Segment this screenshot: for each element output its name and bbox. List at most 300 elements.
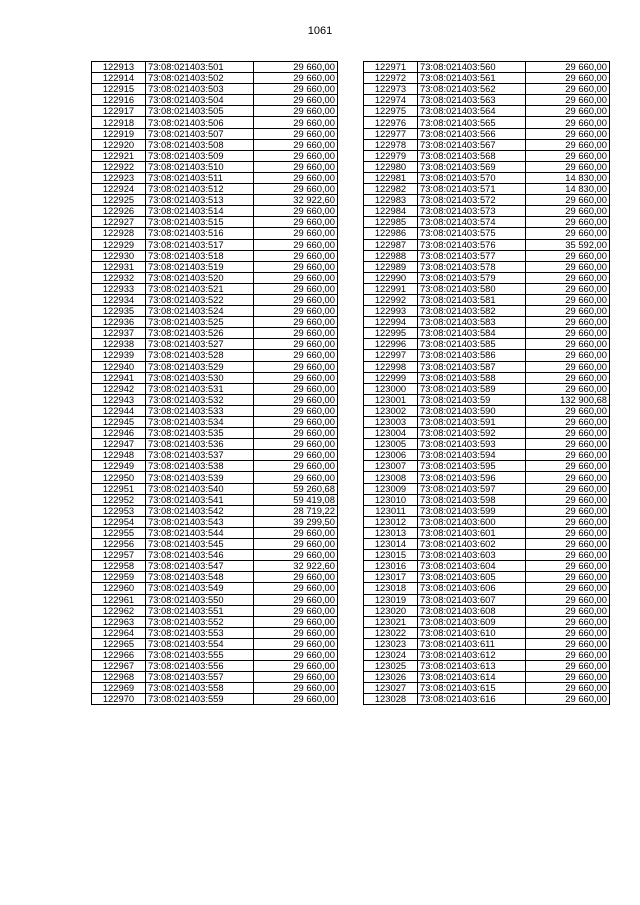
row-number: 122948 — [92, 450, 146, 461]
cadastral-number: 73:08:021403:579 — [418, 272, 526, 283]
cadastral-value: 29 660,00 — [254, 328, 338, 339]
cadastral-value: 14 830,00 — [526, 184, 610, 195]
table-row — [92, 62, 338, 73]
table-row — [92, 117, 338, 128]
row-number: 122994 — [364, 317, 418, 328]
cadastral-value: 29 660,00 — [254, 239, 338, 250]
table-row — [92, 483, 338, 494]
table-row — [92, 461, 338, 472]
cadastral-value: 29 660,00 — [526, 483, 610, 494]
row-number: 122924 — [92, 184, 146, 195]
cadastral-number: 73:08:021403:520 — [146, 272, 254, 283]
cadastral-number: 73:08:021403:574 — [418, 217, 526, 228]
cadastral-value: 29 660,00 — [526, 106, 610, 117]
row-number: 122965 — [92, 638, 146, 649]
table-row — [364, 461, 610, 472]
cadastral-number: 73:08:021403:513 — [146, 195, 254, 206]
table-row — [364, 339, 610, 350]
cadastral-number: 73:08:021403:516 — [146, 228, 254, 239]
row-number: 122990 — [364, 272, 418, 283]
cadastral-number: 73:08:021403:558 — [146, 683, 254, 694]
table-row — [92, 572, 338, 583]
table-row — [364, 261, 610, 272]
table-row — [92, 350, 338, 361]
table-row — [92, 616, 338, 627]
cadastral-number: 73:08:021403:607 — [418, 594, 526, 605]
cadastral-number: 73:08:021403:545 — [146, 539, 254, 550]
cadastral-number: 73:08:021403:575 — [418, 228, 526, 239]
table-row — [92, 239, 338, 250]
cadastral-value: 14 830,00 — [526, 172, 610, 183]
row-number: 122988 — [364, 250, 418, 261]
row-number: 122995 — [364, 328, 418, 339]
row-number: 122970 — [92, 694, 146, 705]
cadastral-value: 29 660,00 — [526, 649, 610, 660]
cadastral-value: 29 660,00 — [526, 195, 610, 206]
table-row — [92, 405, 338, 416]
table-row — [364, 106, 610, 117]
cadastral-number: 73:08:021403:616 — [418, 694, 526, 705]
row-number: 122928 — [92, 228, 146, 239]
cadastral-number: 73:08:021403:539 — [146, 472, 254, 483]
cadastral-number: 73:08:021403:593 — [418, 439, 526, 450]
table-row — [92, 317, 338, 328]
cadastral-value: 29 660,00 — [254, 283, 338, 294]
row-number: 122974 — [364, 95, 418, 106]
cadastral-number: 73:08:021403:596 — [418, 472, 526, 483]
cadastral-number: 73:08:021403:606 — [418, 583, 526, 594]
table-row — [364, 150, 610, 161]
cadastral-number: 73:08:021403:608 — [418, 605, 526, 616]
cadastral-value: 29 660,00 — [254, 317, 338, 328]
cadastral-value: 29 660,00 — [254, 694, 338, 705]
cadastral-value: 29 660,00 — [526, 516, 610, 527]
cadastral-value: 29 660,00 — [526, 84, 610, 95]
table-row — [92, 594, 338, 605]
cadastral-number: 73:08:021403:569 — [418, 161, 526, 172]
row-number: 123021 — [364, 616, 418, 627]
row-number: 122926 — [92, 206, 146, 217]
cadastral-number: 73:08:021403:551 — [146, 605, 254, 616]
row-number: 122947 — [92, 439, 146, 450]
row-number: 122927 — [92, 217, 146, 228]
cadastral-value: 29 660,00 — [526, 627, 610, 638]
row-number: 122969 — [92, 683, 146, 694]
row-number: 123004 — [364, 428, 418, 439]
row-number: 123009 — [364, 483, 418, 494]
row-number: 122984 — [364, 206, 418, 217]
row-number: 122931 — [92, 261, 146, 272]
cadastral-value: 29 660,00 — [254, 649, 338, 660]
register-table-left — [91, 61, 338, 705]
cadastral-number: 73:08:021403:565 — [418, 117, 526, 128]
cadastral-number: 73:08:021403:599 — [418, 505, 526, 516]
table-row — [92, 217, 338, 228]
row-number: 123000 — [364, 383, 418, 394]
cadastral-value: 29 660,00 — [254, 117, 338, 128]
cadastral-number: 73:08:021403:526 — [146, 328, 254, 339]
table-row — [92, 250, 338, 261]
cadastral-number: 73:08:021403:548 — [146, 572, 254, 583]
table-row — [364, 394, 610, 405]
cadastral-number: 73:08:021403:605 — [418, 572, 526, 583]
row-number: 122938 — [92, 339, 146, 350]
cadastral-value: 29 660,00 — [526, 294, 610, 305]
table-row — [364, 428, 610, 439]
row-number: 122930 — [92, 250, 146, 261]
row-number: 123027 — [364, 683, 418, 694]
page-number: 1061 — [307, 25, 333, 37]
cadastral-number: 73:08:021403:564 — [418, 106, 526, 117]
row-number: 123001 — [364, 394, 418, 405]
table-row — [92, 672, 338, 683]
table-row — [364, 583, 610, 594]
table-row — [92, 383, 338, 394]
table-row — [364, 572, 610, 583]
row-number: 122918 — [92, 117, 146, 128]
row-number: 123026 — [364, 672, 418, 683]
table-row — [92, 450, 338, 461]
table-row — [364, 317, 610, 328]
cadastral-number: 73:08:021403:532 — [146, 394, 254, 405]
table-row — [364, 649, 610, 660]
cadastral-number: 73:08:021403:560 — [418, 62, 526, 73]
cadastral-value: 29 660,00 — [254, 527, 338, 538]
cadastral-number: 73:08:021403:534 — [146, 417, 254, 428]
cadastral-number: 73:08:021403:535 — [146, 428, 254, 439]
table-row — [92, 139, 338, 150]
table-row — [92, 73, 338, 84]
cadastral-value: 29 660,00 — [254, 383, 338, 394]
row-number: 122923 — [92, 172, 146, 183]
cadastral-value: 29 660,00 — [254, 128, 338, 139]
row-number: 122943 — [92, 394, 146, 405]
table-row — [364, 405, 610, 416]
table-row — [364, 638, 610, 649]
cadastral-number: 73:08:021403:604 — [418, 561, 526, 572]
row-number: 122933 — [92, 283, 146, 294]
table-row — [364, 516, 610, 527]
row-number: 122916 — [92, 95, 146, 106]
cadastral-value: 29 660,00 — [526, 317, 610, 328]
cadastral-number: 73:08:021403:517 — [146, 239, 254, 250]
cadastral-value: 29 660,00 — [526, 527, 610, 538]
cadastral-number: 73:08:021403:589 — [418, 383, 526, 394]
cadastral-number: 73:08:021403:525 — [146, 317, 254, 328]
cadastral-value: 29 660,00 — [526, 283, 610, 294]
cadastral-value: 29 660,00 — [526, 228, 610, 239]
row-number: 122975 — [364, 106, 418, 117]
row-number: 123014 — [364, 539, 418, 550]
cadastral-value: 29 660,00 — [254, 461, 338, 472]
cadastral-value: 29 660,00 — [254, 550, 338, 561]
row-number: 122939 — [92, 350, 146, 361]
table-row — [364, 206, 610, 217]
cadastral-value: 29 660,00 — [254, 539, 338, 550]
row-number: 122978 — [364, 139, 418, 150]
cadastral-value: 29 660,00 — [254, 261, 338, 272]
cadastral-number: 73:08:021403:521 — [146, 283, 254, 294]
cadastral-value: 29 660,00 — [254, 417, 338, 428]
row-number: 123010 — [364, 494, 418, 505]
row-number: 122955 — [92, 527, 146, 538]
cadastral-value: 29 660,00 — [254, 583, 338, 594]
table-row — [364, 605, 610, 616]
table-row — [92, 84, 338, 95]
cadastral-value: 29 660,00 — [254, 150, 338, 161]
cadastral-value: 29 660,00 — [526, 350, 610, 361]
cadastral-number: 73:08:021403:519 — [146, 261, 254, 272]
table-row — [92, 439, 338, 450]
cadastral-value: 29 660,00 — [526, 505, 610, 516]
cadastral-number: 73:08:021403:584 — [418, 328, 526, 339]
cadastral-number: 73:08:021403:531 — [146, 383, 254, 394]
table-row — [364, 527, 610, 538]
table-row — [364, 439, 610, 450]
table-row — [92, 172, 338, 183]
cadastral-number: 73:08:021403:508 — [146, 139, 254, 150]
row-number: 122953 — [92, 505, 146, 516]
cadastral-number: 73:08:021403:524 — [146, 306, 254, 317]
table-row — [364, 283, 610, 294]
table-row — [364, 483, 610, 494]
row-number: 122982 — [364, 184, 418, 195]
cadastral-number: 73:08:021403:511 — [146, 172, 254, 183]
table-row — [92, 283, 338, 294]
row-number: 122958 — [92, 561, 146, 572]
cadastral-number: 73:08:021403:501 — [146, 62, 254, 73]
cadastral-value: 29 660,00 — [526, 572, 610, 583]
cadastral-number: 73:08:021403:504 — [146, 95, 254, 106]
cadastral-number: 73:08:021403:510 — [146, 161, 254, 172]
cadastral-number: 73:08:021403:544 — [146, 527, 254, 538]
table-row — [364, 417, 610, 428]
cadastral-value: 29 660,00 — [254, 572, 338, 583]
cadastral-number: 73:08:021403:522 — [146, 294, 254, 305]
table-row — [92, 184, 338, 195]
table-row — [92, 516, 338, 527]
cadastral-number: 73:08:021403:518 — [146, 250, 254, 261]
table-row — [92, 649, 338, 660]
table-row — [364, 539, 610, 550]
cadastral-number: 73:08:021403:570 — [418, 172, 526, 183]
table-row — [92, 638, 338, 649]
table-row — [92, 527, 338, 538]
cadastral-value: 29 660,00 — [526, 494, 610, 505]
cadastral-number: 73:08:021403:59 — [418, 394, 526, 405]
row-number: 122935 — [92, 306, 146, 317]
cadastral-value: 29 660,00 — [254, 95, 338, 106]
cadastral-value: 29 660,00 — [526, 439, 610, 450]
row-number: 122967 — [92, 661, 146, 672]
cadastral-number: 73:08:021403:541 — [146, 494, 254, 505]
table-row — [364, 694, 610, 705]
row-number: 123015 — [364, 550, 418, 561]
row-number: 122932 — [92, 272, 146, 283]
cadastral-number: 73:08:021403:567 — [418, 139, 526, 150]
cadastral-value: 29 660,00 — [254, 605, 338, 616]
row-number: 122951 — [92, 483, 146, 494]
cadastral-number: 73:08:021403:602 — [418, 539, 526, 550]
cadastral-number: 73:08:021403:582 — [418, 306, 526, 317]
cadastral-number: 73:08:021403:594 — [418, 450, 526, 461]
row-number: 123008 — [364, 472, 418, 483]
cadastral-value: 29 660,00 — [254, 250, 338, 261]
table-row — [364, 294, 610, 305]
row-number: 122922 — [92, 161, 146, 172]
cadastral-number: 73:08:021403:580 — [418, 283, 526, 294]
cadastral-number: 73:08:021403:592 — [418, 428, 526, 439]
row-number: 122920 — [92, 139, 146, 150]
cadastral-value: 29 660,00 — [526, 250, 610, 261]
cadastral-number: 73:08:021403:553 — [146, 627, 254, 638]
cadastral-value: 29 660,00 — [526, 638, 610, 649]
cadastral-value: 29 660,00 — [254, 106, 338, 117]
row-number: 123023 — [364, 638, 418, 649]
cadastral-value: 29 660,00 — [254, 428, 338, 439]
row-number: 122992 — [364, 294, 418, 305]
table-row — [364, 627, 610, 638]
table-row — [364, 594, 610, 605]
row-number: 123022 — [364, 627, 418, 638]
cadastral-number: 73:08:021403:515 — [146, 217, 254, 228]
row-number: 123028 — [364, 694, 418, 705]
cadastral-value: 32 922,60 — [254, 195, 338, 206]
register-table-right — [363, 61, 610, 705]
cadastral-number: 73:08:021403:550 — [146, 594, 254, 605]
row-number: 122919 — [92, 128, 146, 139]
cadastral-number: 73:08:021403:587 — [418, 361, 526, 372]
row-number: 122956 — [92, 539, 146, 550]
row-number: 122915 — [92, 84, 146, 95]
row-number: 122963 — [92, 616, 146, 627]
table-row — [92, 206, 338, 217]
cadastral-value: 29 660,00 — [254, 272, 338, 283]
cadastral-number: 73:08:021403:559 — [146, 694, 254, 705]
cadastral-value: 29 660,00 — [526, 450, 610, 461]
cadastral-number: 73:08:021403:609 — [418, 616, 526, 627]
row-number: 122971 — [364, 62, 418, 73]
cadastral-value: 29 660,00 — [526, 539, 610, 550]
table-row — [92, 583, 338, 594]
table-row — [92, 539, 338, 550]
cadastral-value: 29 660,00 — [254, 184, 338, 195]
row-number: 122989 — [364, 261, 418, 272]
row-number: 122964 — [92, 627, 146, 638]
cadastral-value: 29 660,00 — [254, 594, 338, 605]
table-row — [364, 117, 610, 128]
row-number: 122945 — [92, 417, 146, 428]
row-number: 122913 — [92, 62, 146, 73]
row-number: 122941 — [92, 372, 146, 383]
row-number: 123019 — [364, 594, 418, 605]
cadastral-value: 29 660,00 — [526, 383, 610, 394]
cadastral-number: 73:08:021403:583 — [418, 317, 526, 328]
row-number: 122986 — [364, 228, 418, 239]
table-row — [92, 128, 338, 139]
cadastral-value: 32 922,60 — [254, 561, 338, 572]
table-row — [92, 361, 338, 372]
cadastral-number: 73:08:021403:543 — [146, 516, 254, 527]
table-row — [92, 561, 338, 572]
cadastral-value: 59 260,68 — [254, 483, 338, 494]
cadastral-number: 73:08:021403:512 — [146, 184, 254, 195]
row-number: 122934 — [92, 294, 146, 305]
table-row — [364, 616, 610, 627]
cadastral-number: 73:08:021403:611 — [418, 638, 526, 649]
cadastral-value: 29 660,00 — [254, 439, 338, 450]
cadastral-number: 73:08:021403:595 — [418, 461, 526, 472]
cadastral-number: 73:08:021403:577 — [418, 250, 526, 261]
cadastral-value: 29 660,00 — [254, 661, 338, 672]
cadastral-value: 29 660,00 — [526, 672, 610, 683]
table-row — [92, 272, 338, 283]
row-number: 122985 — [364, 217, 418, 228]
cadastral-number: 73:08:021403:563 — [418, 95, 526, 106]
cadastral-value: 29 660,00 — [254, 228, 338, 239]
cadastral-value: 39 299,50 — [254, 516, 338, 527]
row-number: 122987 — [364, 239, 418, 250]
row-number: 122961 — [92, 594, 146, 605]
cadastral-value: 29 660,00 — [526, 161, 610, 172]
cadastral-number: 73:08:021403:585 — [418, 339, 526, 350]
table-row — [92, 494, 338, 505]
cadastral-value: 29 660,00 — [254, 672, 338, 683]
cadastral-value: 29 660,00 — [526, 694, 610, 705]
row-number: 122973 — [364, 84, 418, 95]
cadastral-number: 73:08:021403:507 — [146, 128, 254, 139]
cadastral-number: 73:08:021403:557 — [146, 672, 254, 683]
table-row — [364, 472, 610, 483]
table-row — [92, 261, 338, 272]
cadastral-value: 29 660,00 — [254, 372, 338, 383]
table-row — [364, 672, 610, 683]
row-number: 122979 — [364, 150, 418, 161]
cadastral-value: 29 660,00 — [526, 372, 610, 383]
cadastral-value: 29 660,00 — [526, 583, 610, 594]
table-row — [364, 172, 610, 183]
table-row — [364, 372, 610, 383]
table-row — [92, 627, 338, 638]
cadastral-number: 73:08:021403:537 — [146, 450, 254, 461]
cadastral-value: 59 419,08 — [254, 494, 338, 505]
table-row — [92, 306, 338, 317]
table-row — [92, 150, 338, 161]
table-row — [364, 239, 610, 250]
row-number: 123025 — [364, 661, 418, 672]
row-number: 123007 — [364, 461, 418, 472]
cadastral-value: 29 660,00 — [526, 217, 610, 228]
cadastral-value: 29 660,00 — [254, 206, 338, 217]
cadastral-number: 73:08:021403:542 — [146, 505, 254, 516]
cadastral-number: 73:08:021403:503 — [146, 84, 254, 95]
cadastral-value: 29 660,00 — [526, 417, 610, 428]
cadastral-value: 35 592,00 — [526, 239, 610, 250]
cadastral-number: 73:08:021403:568 — [418, 150, 526, 161]
table-row — [364, 306, 610, 317]
cadastral-value: 29 660,00 — [254, 638, 338, 649]
row-number: 122959 — [92, 572, 146, 583]
table-row — [92, 195, 338, 206]
row-number: 122925 — [92, 195, 146, 206]
cadastral-value: 29 660,00 — [526, 150, 610, 161]
cadastral-number: 73:08:021403:502 — [146, 73, 254, 84]
cadastral-value: 29 660,00 — [254, 405, 338, 416]
cadastral-number: 73:08:021403:588 — [418, 372, 526, 383]
table-row — [364, 505, 610, 516]
cadastral-value: 29 660,00 — [526, 306, 610, 317]
table-row — [364, 272, 610, 283]
